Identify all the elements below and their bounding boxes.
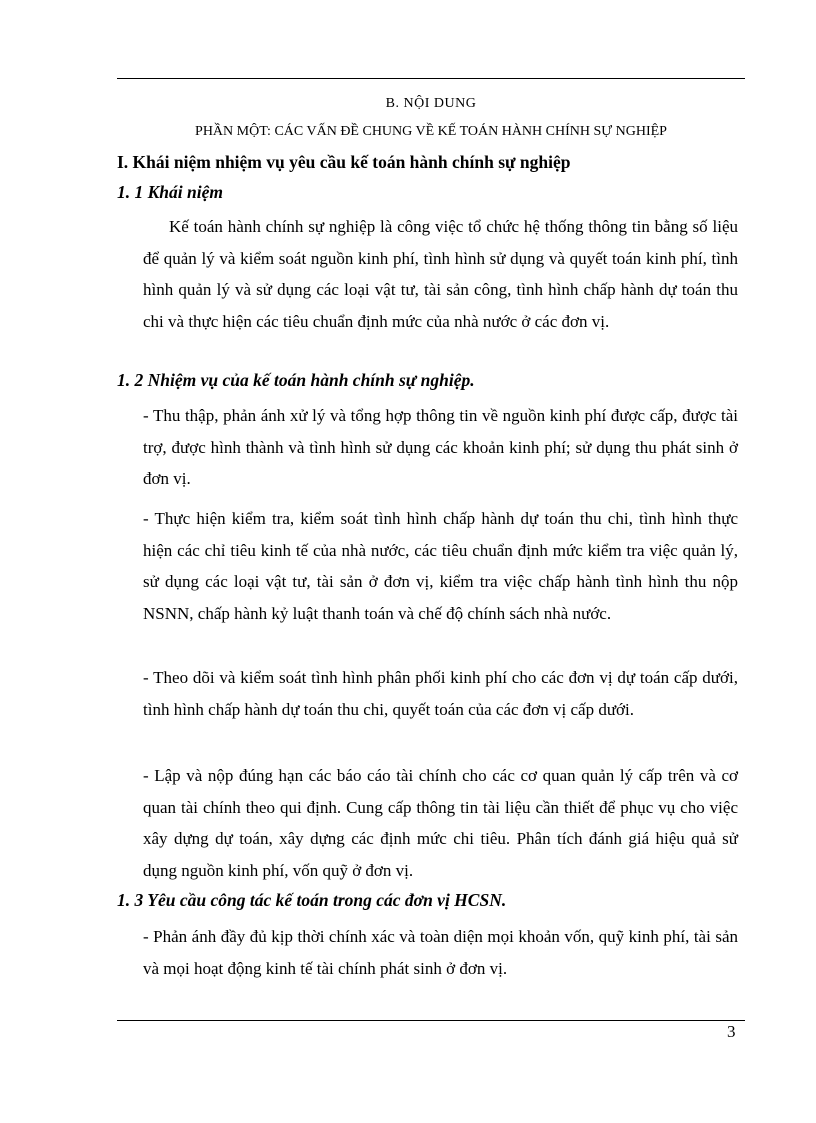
- duty-item-2: - Thực hiện kiểm tra, kiểm soát tình hình chấp hành dự toán thu chi, tình hình thực hiện các chỉ tiêu kinh tế của nhà nước, các tiêu chuẩn định mức kiểm tra việc quản lý, sử dụng các loại vật tư, tài sản ở đơn vị, kiểm tra việc chấp hành tình hình thu nộp NSNN, chấp hành kỷ luật thanh toán và chế độ chính sách nhà nước.: [143, 509, 738, 623]
- duty-item-3: - Theo dõi và kiểm soát tình hình phân phối kinh phí cho các đơn vị dự toán cấp dưới, tình hình chấp hành dự toán thu chi, quyết toán của các đơn vị cấp dưới.: [143, 668, 738, 719]
- duty-item-1: - Thu thập, phản ánh xử lý và tổng hợp thông tin về nguồn kinh phí được cấp, được tài trợ, được hình thành và tình hình sử dụng các khoản kinh phí; sử dụng thu phát sinh ở đơn vị.: [143, 406, 738, 488]
- heading-1: I. Khái niệm nhiệm vụ yêu cầu kế toán hành chính sự nghiệp: [117, 152, 571, 172]
- part-title: PHẦN MỘT: CÁC VẤN ĐỀ CHUNG VỀ KẾ TOÁN HÀNH CHÍNH SỰ NGHIỆP: [195, 124, 667, 139]
- section-title: B. NỘI DUNG: [385, 96, 477, 111]
- duty-item-4: - Lập và nộp đúng hạn các báo cáo tài chính cho các cơ quan quản lý cấp trên và cơ quan tài chính theo qui định. Cung cấp thông tin tài liệu cần thiết để phục vụ cho việc xây dựng dự toán, xây dựng các định mức chi tiêu. Phân tích đánh giá hiệu quả sử dụng nguồn kinh phí, vốn quỹ ở đơn vị.: [143, 766, 738, 880]
- header-rule: [117, 78, 745, 79]
- heading-1-1: 1. 1 Khái niệm: [117, 182, 223, 202]
- heading-1-3: 1. 3 Yêu cầu công tác kế toán trong các đơn vị HCSN.: [117, 890, 507, 910]
- footer-rule: [117, 1020, 745, 1021]
- requirement-item-1: - Phản ánh đầy đủ kịp thời chính xác và toàn diện mọi khoản vốn, quỹ kinh phí, tài sản và mọi hoạt động kinh tế tài chính phát sinh ở đơn vị.: [143, 927, 738, 978]
- page-number: 3: [727, 1022, 736, 1041]
- paragraph-definition: Kế toán hành chính sự nghiệp là công việc tổ chức hệ thống thông tin bằng số liệu để quản lý và kiểm soát nguồn kinh phí, tình hình sử dụng và quyết toán kinh phí, tình hình quản lý và sử dụng các loại vật tư, tài sản công, tình hình chấp hành dự toán thu chi và thực hiện các tiêu chuẩn định mức của nhà nước ở các đơn vị.: [143, 217, 738, 331]
- heading-1-2: 1. 2 Nhiệm vụ của kế toán hành chính sự nghiệp.: [117, 370, 475, 390]
